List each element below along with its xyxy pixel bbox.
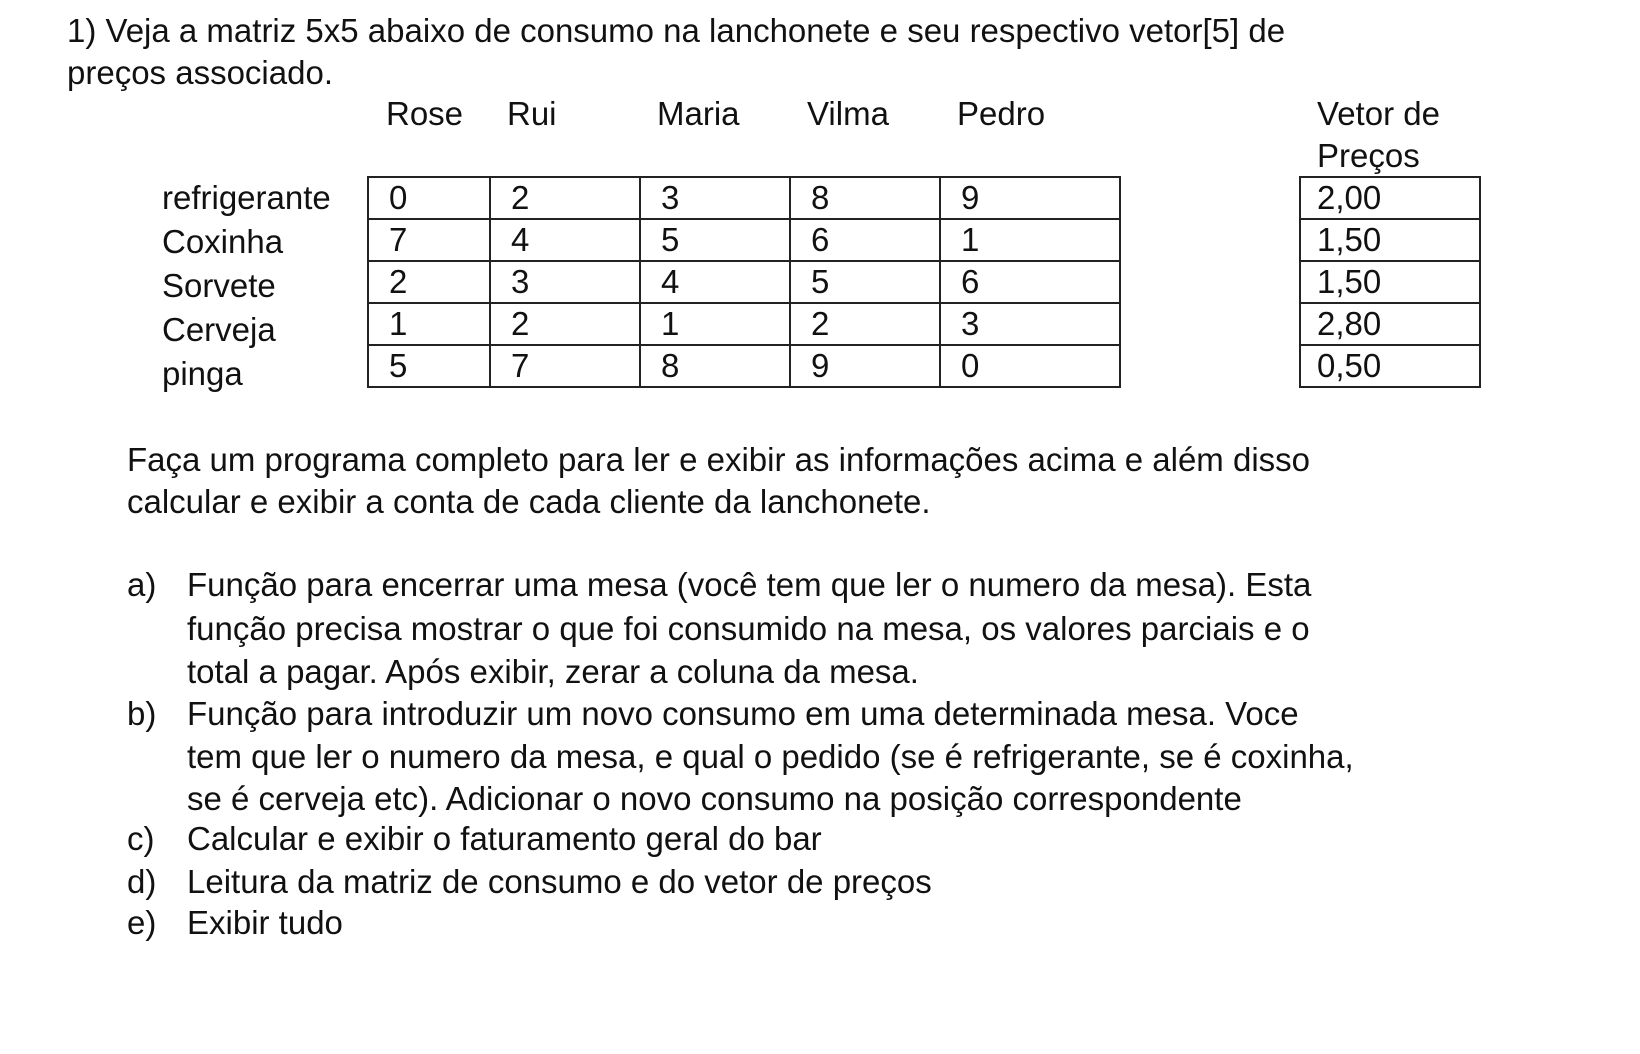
item-a-line-2: função precisa mostrar o que foi consumido na mesa, os valores parciais e o [187,610,1310,647]
table-row [1300,261,1480,303]
matrix-cell: 0 [940,345,1120,387]
matrix-cell: 5 [368,345,490,387]
matrix-cell: 7 [490,345,640,387]
table-row [1300,219,1480,261]
price-cell: 0,50 [1300,345,1480,387]
table-row [1300,345,1480,387]
table-row [368,345,1120,387]
matrix-cell: 1 [640,303,790,345]
item-c-line-1: Calcular e exibir o faturamento geral do bar [187,820,822,857]
price-cell: 1,50 [1300,219,1480,261]
column-header-rui: Rui [507,95,557,132]
item-b-line-1: Função para introduzir um novo consumo em uma determinada mesa. Voce [187,695,1299,732]
price-vector-header-line-2: Preços [1317,137,1420,174]
price-cell: 1,50 [1300,261,1480,303]
price-cell: 2,80 [1300,303,1480,345]
table-row [368,219,1120,261]
instructions-line-2: calcular e exibir a conta de cada cliente da lanchonete. [127,483,931,520]
price-vector-table [1299,176,1481,388]
matrix-cell: 6 [940,261,1120,303]
item-e-letter: e) [127,904,157,941]
matrix-cell: 3 [640,177,790,219]
matrix-cell: 4 [640,261,790,303]
consumption-matrix-table [367,176,1121,388]
item-b-line-2: tem que ler o numero da mesa, e qual o pedido (se é refrigerante, se é coxinha, [187,738,1354,775]
matrix-cell: 2 [790,303,940,345]
item-e-line-1: Exibir tudo [187,904,343,941]
matrix-cell: 3 [940,303,1120,345]
question-title-line-2: preços associado. [67,54,333,91]
matrix-cell: 5 [790,261,940,303]
item-d-line-1: Leitura da matriz de consumo e do vetor de preços [187,863,932,900]
matrix-cell: 6 [790,219,940,261]
matrix-cell: 3 [490,261,640,303]
item-a-line-3: total a pagar. Após exibir, zerar a coluna da mesa. [187,653,919,690]
instructions-line-1: Faça um programa completo para ler e exibir as informações acima e além disso [127,441,1311,478]
row-label-refrigerante: refrigerante [162,179,331,216]
item-a-line-1: Função para encerrar uma mesa (você tem que ler o numero da mesa). Esta [187,566,1312,603]
question-title-line-1: 1) Veja a matriz 5x5 abaixo de consumo na lanchonete e seu respectivo vetor[5] de [67,12,1286,49]
item-d-letter: d) [127,863,157,900]
row-label-sorvete: Sorvete [162,267,276,304]
matrix-cell: 2 [490,177,640,219]
item-c-letter: c) [127,820,155,857]
matrix-cell: 2 [368,261,490,303]
price-vector-header-line-1: Vetor de [1317,95,1440,132]
table-row [1300,303,1480,345]
row-label-pinga: pinga [162,355,243,392]
table-row [368,303,1120,345]
matrix-cell: 2 [490,303,640,345]
column-header-vilma: Vilma [807,95,889,132]
matrix-cell: 9 [940,177,1120,219]
matrix-cell: 8 [640,345,790,387]
table-row [368,177,1120,219]
row-label-coxinha: Coxinha [162,223,284,260]
matrix-cell: 8 [790,177,940,219]
item-b-line-3: se é cerveja etc). Adicionar o novo consumo na posição correspondente [187,780,1242,817]
matrix-cell: 7 [368,219,490,261]
matrix-cell: 4 [490,219,640,261]
price-cell: 2,00 [1300,177,1480,219]
matrix-cell: 9 [790,345,940,387]
matrix-cell: 1 [940,219,1120,261]
row-label-cerveja: Cerveja [162,311,276,348]
column-header-maria: Maria [657,95,740,132]
table-row [1300,177,1480,219]
matrix-cell: 1 [368,303,490,345]
table-row [368,261,1120,303]
column-header-pedro: Pedro [957,95,1046,132]
column-header-rose: Rose [386,95,464,132]
matrix-cell: 0 [368,177,490,219]
matrix-cell: 5 [640,219,790,261]
item-a-letter: a) [127,566,157,603]
item-b-letter: b) [127,695,157,732]
